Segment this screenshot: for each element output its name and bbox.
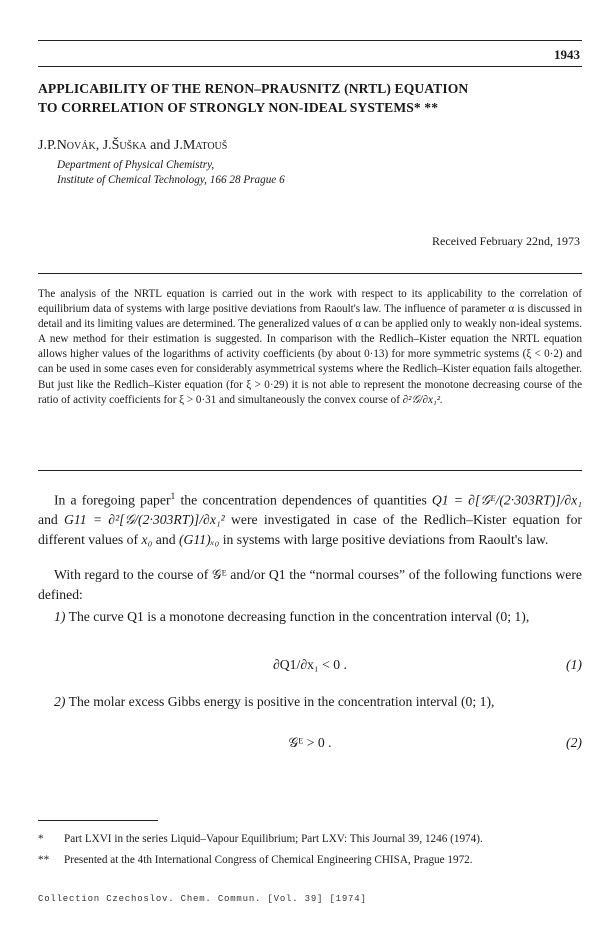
footnote-1-text: Part LXVI in the series Liquid–Vapour Equilibrium; Part LXV: This Journal 39, 1246 (1974).	[64, 833, 483, 845]
p1-text-a: In a foregoing paper	[54, 492, 171, 508]
footnote-rule	[38, 820, 158, 821]
journal-footer: Collection Czechoslov. Chem. Commun. [Vol. 39] [1974]	[38, 894, 367, 904]
footnote-1-mark: *	[38, 833, 44, 845]
footnote-2-mark: **	[38, 854, 50, 866]
abstract	[38, 287, 582, 408]
item-2-label: 2)	[54, 694, 66, 709]
equation-2-expression: 𝒢ᴱ > 0 .	[288, 735, 332, 750]
footnotes	[38, 832, 582, 874]
author-separator-and: and	[146, 138, 174, 153]
abstract-derivative: ∂²𝒢/∂x₁².	[402, 393, 443, 406]
author-2-name: Šuška	[111, 138, 147, 153]
p1-text-f: in systems with large positive deviations from Raoult's law.	[219, 531, 549, 547]
title-line-2: TO CORRELATION OF STRONGLY NON-IDEAL SYSTEMS* **	[38, 100, 439, 115]
affiliation-line-2: Institute of Chemical Technology, 166 28 Prague 6	[57, 174, 285, 186]
item-2-text: The molar excess Gibbs energy is positive in the concentration interval (0; 1),	[65, 694, 495, 709]
equation-2-number: (2)	[566, 735, 582, 750]
list-item-2	[38, 692, 582, 712]
author-3-name: Matouš	[182, 138, 228, 153]
paragraph-2: With regard to the course of 𝒢ᴱ and/or Q1 the “normal courses” of the following functions were defined:	[38, 567, 582, 602]
author-1-name: Novák	[56, 138, 96, 153]
g11-definition: G11 = ∂²[𝒢/(2·303RT)]/∂x₁²	[64, 512, 225, 528]
g11-x0-symbol: (G11)ₓ₀	[178, 531, 220, 547]
paragraph-1	[38, 487, 582, 549]
title-line-1: APPLICABILITY OF THE RENON–PRAUSNITZ (NRTL) EQUATION	[38, 81, 469, 96]
page-number: 1943	[554, 47, 580, 62]
affiliation	[57, 158, 285, 188]
footnote-1	[38, 832, 582, 847]
footnote-2	[38, 853, 582, 868]
affiliation-line-1: Department of Physical Chemistry,	[57, 159, 215, 171]
author-3-initials: J.	[173, 138, 183, 153]
author-1-initials: J.P.	[38, 138, 57, 153]
p1-text-d: were investigated in case of the Redlich–Kister equation for different values of	[38, 512, 582, 547]
article-title	[38, 79, 583, 117]
equation-1-number: (1)	[566, 657, 582, 672]
abstract-text: The analysis of the NRTL equation is carried out in the work with respect to its applicability to the correlation of equilibrium data of systems with large positive deviations from Raoult's law. The influence of parameter α is discussed in detail and its limiting values are determined. The generalized values of α can be applied only to weakly non-ideal systems. A new method for their estimation is suggested. In comparison with the Redlich–Kister equation the NRTL equation allows higher values of the logarithms of activity coefficients (by about 0·13) for more symmetric systems (ξ < 0·2) and can be used in some cases even for considerably asymmetrical systems where the Redlich–Kister equation fails altogether. But just like the Redlich–Kister equation (for ξ > 0·29) it is not able to represent the monotone decreasing course of the ratio of activity coefficients for ξ > 0·31 and simultaneously the convex course of	[38, 288, 582, 406]
received-date: Received February 22nd, 1973	[432, 234, 580, 248]
header-rule	[38, 66, 582, 67]
reference-marker: 1	[170, 491, 176, 502]
list-item-1	[38, 607, 582, 627]
p1-text-b: the concentration dependences of quantities	[175, 492, 432, 508]
x0-symbol: x₀	[141, 531, 153, 547]
top-rule	[38, 40, 582, 41]
p1-text-e: and	[152, 531, 179, 547]
author-2-initials: J.	[102, 138, 112, 153]
author-separator: ,	[95, 138, 103, 153]
equation-1-expression: ∂Q1/∂x₁ < 0 .	[273, 657, 347, 672]
abstract-top-rule	[38, 273, 582, 274]
p1-text-c: and	[38, 512, 65, 528]
abstract-bottom-rule	[38, 470, 582, 471]
item-1-text: The curve Q1 is a monotone decreasing function in the concentration interval (0; 1),	[65, 609, 530, 624]
q1-definition: Q1 = ∂[𝒢ᴱ/(2·303RT)]/∂x₁	[431, 492, 582, 508]
footnote-2-text: Presented at the 4th International Congress of Chemical Engineering CHISA, Prague 1972.	[64, 854, 473, 866]
item-1-label: 1)	[54, 609, 66, 624]
author-list	[38, 138, 227, 154]
